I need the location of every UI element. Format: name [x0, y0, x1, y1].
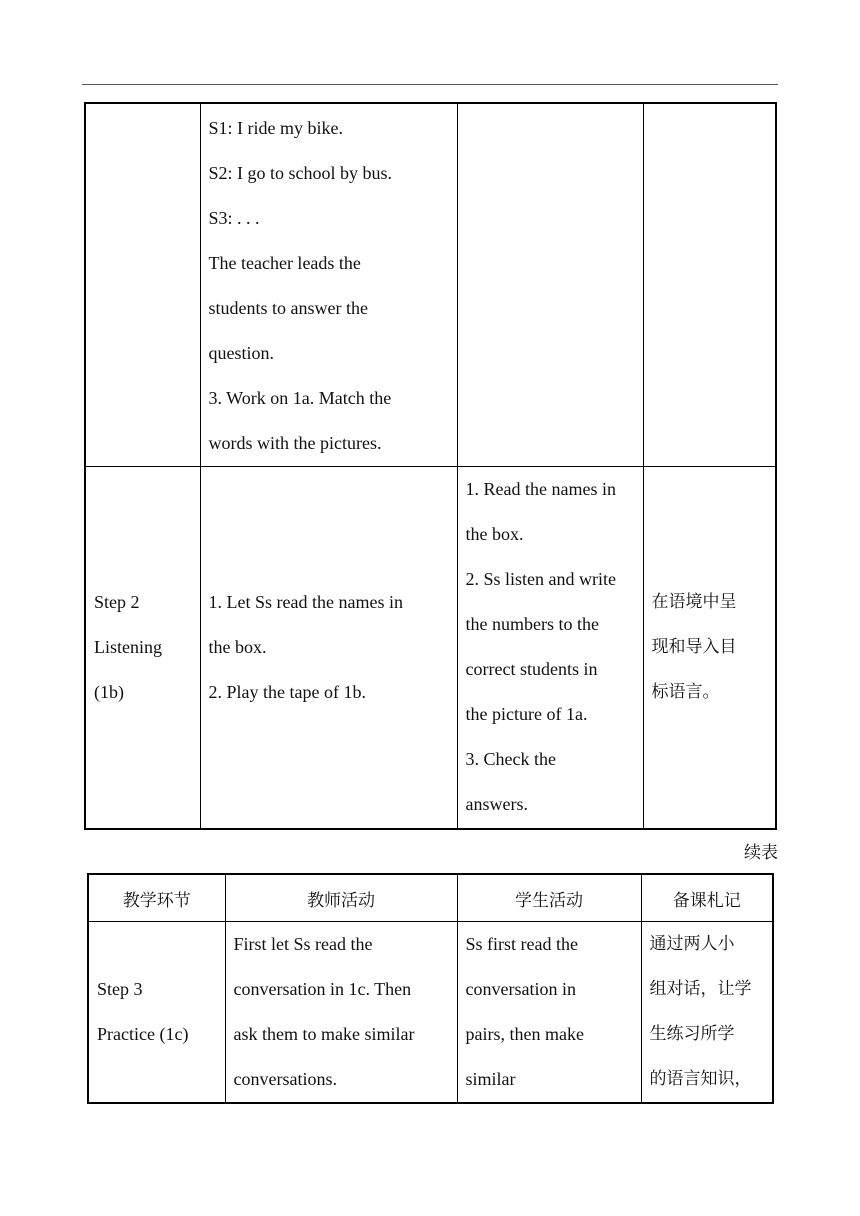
header-teacher-activity: 教师活动 — [225, 874, 457, 922]
cell-text-line: ask them to make similar — [233, 1024, 415, 1044]
cell-text-line: conversations. — [233, 1069, 337, 1089]
cell-text-line: conversation in — [465, 979, 576, 999]
teacher-activity-cell — [200, 103, 457, 467]
header-notes: 备课札记 — [641, 874, 773, 922]
teacher-activity-cell — [200, 467, 457, 829]
cell-text-line: 标语言。 — [651, 681, 720, 702]
cell-text-line: words with the pictures. — [208, 433, 382, 453]
teacher-activity-cell — [225, 922, 457, 1104]
cell-text-line: 2. Play the tape of 1b. — [208, 681, 366, 702]
table-row — [85, 103, 776, 467]
cell-text-line: 1. Read the names in — [465, 479, 616, 500]
cell-text-line: the box. — [208, 636, 267, 657]
cell-text-line: Step 3 — [97, 979, 143, 999]
student-activity-cell — [457, 103, 643, 467]
cell-text-line: 生练习所学 — [649, 1024, 735, 1044]
cell-text-line: the picture of 1a. — [465, 704, 588, 725]
cell-text-line: Step 2 — [94, 591, 140, 612]
student-activity-cell — [457, 922, 641, 1104]
table-row — [88, 922, 773, 1104]
header-student-activity: 学生活动 — [457, 874, 641, 922]
cell-text-line: correct students in — [465, 659, 598, 680]
cell-text-line: pairs, then make — [465, 1024, 584, 1044]
cell-text-line: 在语境中呈 — [651, 591, 737, 612]
cell-text-line: 组对话，让学 — [649, 979, 752, 999]
cell-text-line: 现和导入目 — [651, 636, 737, 657]
cell-text-line: The teacher leads the — [208, 253, 361, 273]
cell-text-line: S1: I ride my bike. — [208, 118, 343, 138]
cell-text-line: 通过两人小 — [649, 934, 735, 954]
notes-cell — [643, 103, 776, 467]
cell-text-line: the numbers to the — [465, 614, 599, 635]
step-cell — [85, 467, 200, 829]
cell-text-line: 2. Ss listen and write — [465, 569, 616, 590]
header-rule — [82, 84, 778, 85]
cell-text-line: students to answer the — [208, 298, 368, 318]
lesson-table-part1 — [84, 102, 777, 830]
cell-text-line: S3: . . . — [208, 208, 260, 228]
continued-label: 续表 — [744, 843, 778, 863]
notes-cell — [641, 922, 773, 1104]
cell-text-line: 3. Work on 1a. Match the — [208, 388, 392, 408]
cell-text-line: question. — [208, 343, 274, 363]
cell-text-line: First let Ss read the — [233, 934, 373, 954]
table-header-row — [88, 874, 773, 922]
step-cell — [88, 922, 225, 1104]
cell-text-line: 的语言知识， — [649, 1069, 752, 1089]
cell-text-line: similar — [465, 1069, 516, 1089]
header-step: 教学环节 — [88, 874, 225, 922]
cell-text-line: (1b) — [94, 681, 124, 702]
student-activity-cell — [457, 467, 643, 829]
cell-text-line: 3. Check the — [465, 749, 556, 770]
cell-text-line: Ss first read the — [465, 934, 578, 954]
cell-text-line: Listening — [94, 636, 162, 657]
cell-text-line: answers. — [465, 794, 528, 815]
lesson-table-part2 — [87, 873, 774, 1104]
cell-text-line: the box. — [465, 524, 524, 545]
step-cell — [85, 103, 200, 467]
cell-text-line: Practice (1c) — [97, 1024, 189, 1044]
cell-text-line: 1. Let Ss read the names in — [208, 591, 403, 612]
cell-text-line: S2: I go to school by bus. — [208, 163, 393, 183]
cell-text-line: conversation in 1c. Then — [233, 979, 412, 999]
table-row — [85, 467, 776, 829]
notes-cell — [643, 467, 776, 829]
